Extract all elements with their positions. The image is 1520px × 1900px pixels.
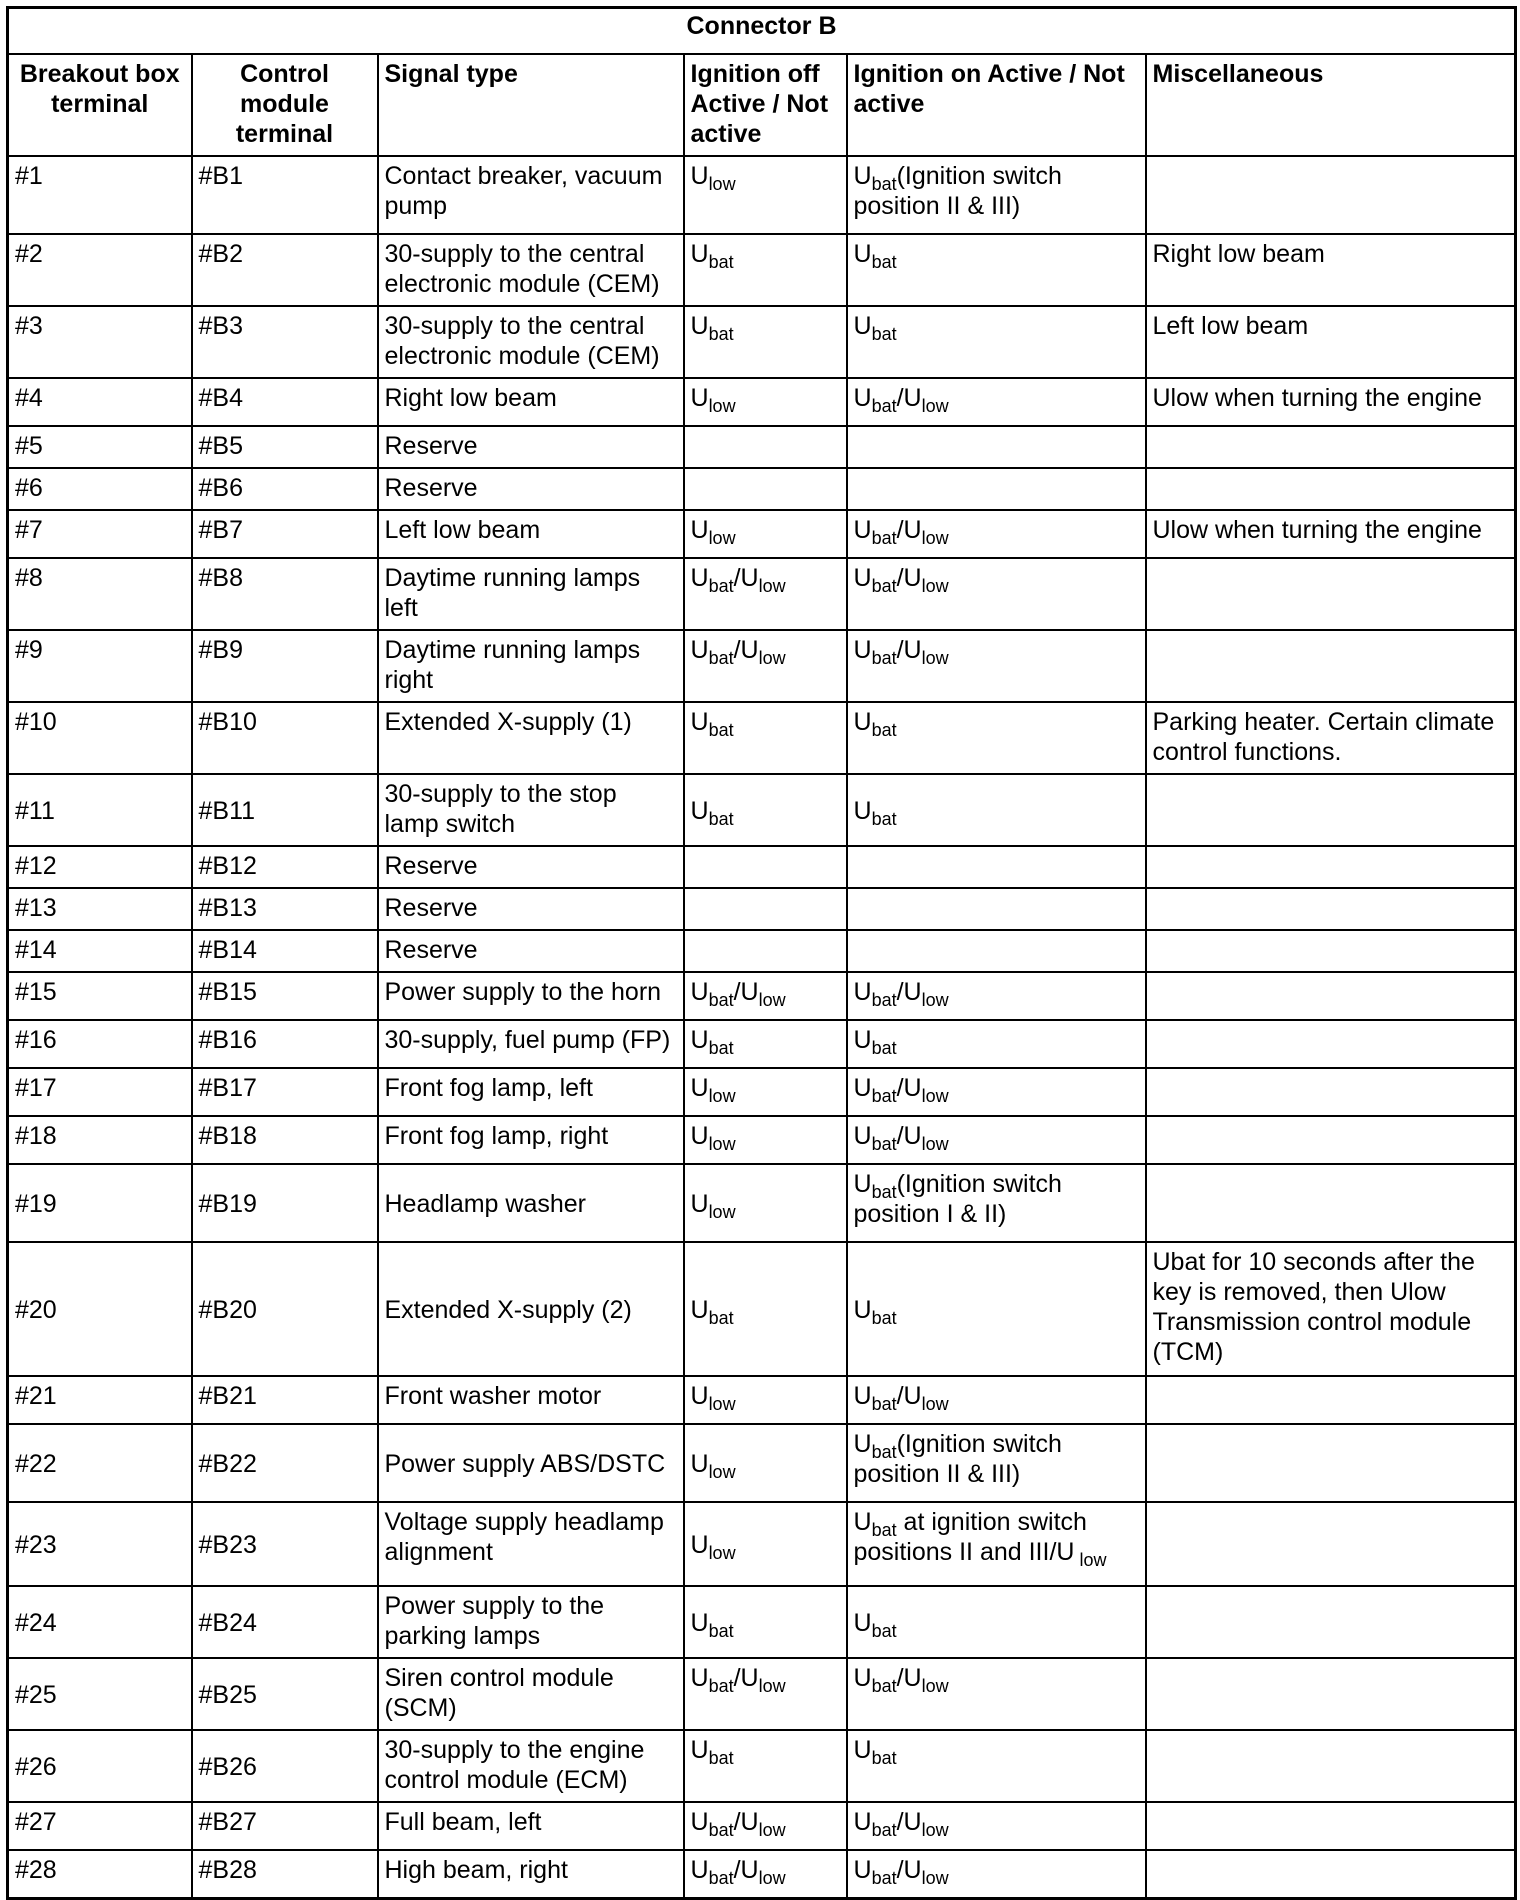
cell-control-terminal: #B3 — [192, 306, 378, 378]
voltage-subscript: bat — [708, 1621, 734, 1641]
cell-breakout-terminal: #13 — [8, 888, 192, 930]
cell-miscellaneous — [1146, 1586, 1516, 1658]
cell-ignition-off — [684, 888, 847, 930]
voltage-subscript: bat — [708, 576, 734, 596]
cell-signal-type: Extended X-supply (2) — [378, 1242, 684, 1376]
cell-breakout-terminal: #10 — [8, 702, 192, 774]
cell-ignition-off: $U_{bat}$ — [684, 234, 847, 306]
cell-ignition-on: $U_{bat}$ — [847, 1020, 1146, 1068]
voltage-subscript: low — [758, 990, 786, 1010]
cell-control-terminal: #B13 — [192, 888, 378, 930]
cell-signal-type: Siren control module (SCM) — [378, 1658, 684, 1730]
table-row — [8, 630, 1516, 702]
table-row — [8, 156, 1516, 234]
cell-miscellaneous — [1146, 156, 1516, 234]
table-row — [8, 306, 1516, 378]
voltage-subscript: low — [708, 174, 736, 194]
cell-signal-type: 30-supply, fuel pump (FP) — [378, 1020, 684, 1068]
table-row — [8, 1586, 1516, 1658]
voltage-subscript: bat — [871, 1868, 897, 1888]
cell-miscellaneous: Ubat for 10 seconds after the key is removed, then Ulow Transmission control module (TCM) — [1146, 1242, 1516, 1376]
header-control-module-terminal: Control module terminal — [192, 54, 378, 156]
voltage-subscript: bat — [871, 720, 897, 740]
table-row — [8, 1502, 1516, 1586]
cell-miscellaneous — [1146, 1658, 1516, 1730]
table-row — [8, 1020, 1516, 1068]
header-signal-type: Signal type — [378, 54, 684, 156]
cell-breakout-terminal: #24 — [8, 1586, 192, 1658]
cell-breakout-terminal: #15 — [8, 972, 192, 1020]
cell-ignition-off: $U_{bat}$ — [684, 1586, 847, 1658]
voltage-subscript: bat — [871, 396, 897, 416]
cell-ignition-off — [684, 930, 847, 972]
cell-signal-type: Reserve — [378, 426, 684, 468]
cell-control-terminal: #B9 — [192, 630, 378, 702]
cell-ignition-off — [684, 426, 847, 468]
voltage-subscript: bat — [708, 990, 734, 1010]
cell-breakout-terminal: #27 — [8, 1802, 192, 1850]
cell-control-terminal: #B20 — [192, 1242, 378, 1376]
cell-control-terminal: #B10 — [192, 702, 378, 774]
voltage-subscript: low — [921, 990, 949, 1010]
cell-signal-type: Voltage supply headlamp alignment — [378, 1502, 684, 1586]
voltage-subscript: bat — [708, 252, 734, 272]
voltage-subscript: bat — [708, 1038, 734, 1058]
table-row — [8, 972, 1516, 1020]
cell-breakout-terminal: #4 — [8, 378, 192, 426]
table-row — [8, 1116, 1516, 1164]
cell-signal-type: 30-supply to the stop lamp switch — [378, 774, 684, 846]
table-row — [8, 1658, 1516, 1730]
voltage-subscript: low — [758, 648, 786, 668]
cell-ignition-on: $U_{bat}/U_{low}$ — [847, 1116, 1146, 1164]
cell-breakout-terminal: #2 — [8, 234, 192, 306]
cell-miscellaneous — [1146, 1802, 1516, 1850]
cell-control-terminal: #B25 — [192, 1658, 378, 1730]
cell-control-terminal: #B2 — [192, 234, 378, 306]
cell-ignition-on: $U_{bat}/U_{low}$ — [847, 1802, 1146, 1850]
table-row — [8, 1242, 1516, 1376]
cell-signal-type: Reserve — [378, 930, 684, 972]
voltage-subscript: low — [708, 1086, 736, 1106]
cell-signal-type: 30-supply to the central electronic module (CEM) — [378, 306, 684, 378]
voltage-subscript: bat — [708, 809, 734, 829]
cell-miscellaneous: Left low beam — [1146, 306, 1516, 378]
cell-ignition-off: $U_{bat}$ — [684, 306, 847, 378]
voltage-subscript: bat — [871, 1820, 897, 1840]
voltage-subscript: low — [921, 1676, 949, 1696]
voltage-subscript: bat — [871, 648, 897, 668]
cell-ignition-off — [684, 468, 847, 510]
voltage-subscript: low — [758, 1868, 786, 1888]
cell-breakout-terminal: #19 — [8, 1164, 192, 1242]
table-row — [8, 888, 1516, 930]
cell-signal-type: Front fog lamp, left — [378, 1068, 684, 1116]
table-row — [8, 1068, 1516, 1116]
voltage-subscript: bat — [708, 720, 734, 740]
voltage-subscript: bat — [871, 252, 897, 272]
cell-ignition-off: $U_{low}$ — [684, 1502, 847, 1586]
voltage-subscript: bat — [871, 1182, 897, 1202]
voltage-subscript: low — [708, 528, 736, 548]
voltage-subscript: bat — [871, 1038, 897, 1058]
cell-control-terminal: #B18 — [192, 1116, 378, 1164]
cell-breakout-terminal: #20 — [8, 1242, 192, 1376]
cell-breakout-terminal: #22 — [8, 1424, 192, 1502]
voltage-subscript: bat — [871, 990, 897, 1010]
cell-signal-type: Front fog lamp, right — [378, 1116, 684, 1164]
voltage-subscript: bat — [708, 1820, 734, 1840]
cell-miscellaneous — [1146, 774, 1516, 846]
cell-ignition-on: $U_{bat}/U_{low}$ — [847, 972, 1146, 1020]
voltage-subscript: bat — [708, 1868, 734, 1888]
cell-ignition-on: $U_{bat}$ — [847, 1586, 1146, 1658]
cell-breakout-terminal: #8 — [8, 558, 192, 630]
voltage-subscript: bat — [708, 324, 734, 344]
voltage-subscript: low — [758, 1820, 786, 1840]
cell-ignition-on: $U_{bat}/U_{low}$ — [847, 378, 1146, 426]
cell-ignition-on: $U_{bat}/U_{low}$ — [847, 1068, 1146, 1116]
cell-ignition-on: $U_{bat}(Ignition$ switch position II & III) — [847, 156, 1146, 234]
cell-control-terminal: #B14 — [192, 930, 378, 972]
cell-breakout-terminal: #16 — [8, 1020, 192, 1068]
cell-signal-type: Power supply to the horn — [378, 972, 684, 1020]
voltage-subscript: low — [708, 396, 736, 416]
header-breakout-box-terminal: Breakout box terminal — [8, 54, 192, 156]
cell-ignition-on: $U_{bat}(Ignition$ switch position I & II) — [847, 1164, 1146, 1242]
connector-table-wrapper — [6, 6, 1514, 1900]
cell-control-terminal: #B4 — [192, 378, 378, 426]
voltage-subscript: bat — [871, 809, 897, 829]
table-row — [8, 510, 1516, 558]
cell-signal-type: Power supply ABS/DSTC — [378, 1424, 684, 1502]
table-row — [8, 1730, 1516, 1802]
cell-control-terminal: #B12 — [192, 846, 378, 888]
cell-signal-type: Reserve — [378, 846, 684, 888]
cell-ignition-off: $U_{bat}$ — [684, 1242, 847, 1376]
cell-ignition-off: $U_{low}$ — [684, 1068, 847, 1116]
cell-control-terminal: #B27 — [192, 1802, 378, 1850]
cell-ignition-on: $U_{bat}/U_{low}$ — [847, 510, 1146, 558]
cell-breakout-terminal: #28 — [8, 1850, 192, 1899]
cell-miscellaneous — [1146, 972, 1516, 1020]
table-row — [8, 1802, 1516, 1850]
ignition-on-note: (Ignition switch position I & II) — [853, 1170, 1062, 1228]
cell-ignition-on: $U_{bat}$ — [847, 1730, 1146, 1802]
cell-signal-type: Full beam, left — [378, 1802, 684, 1850]
table-body — [8, 156, 1516, 1899]
table-row — [8, 1376, 1516, 1424]
cell-ignition-off: $U_{low}$ — [684, 378, 847, 426]
cell-signal-type: Left low beam — [378, 510, 684, 558]
voltage-subscript: bat — [871, 1134, 897, 1154]
voltage-subscript: low — [921, 1820, 949, 1840]
table-row — [8, 1424, 1516, 1502]
voltage-subscript: low — [921, 396, 949, 416]
cell-breakout-terminal: #12 — [8, 846, 192, 888]
cell-ignition-on: $U_{bat}$ — [847, 702, 1146, 774]
cell-signal-type: Contact breaker, vacuum pump — [378, 156, 684, 234]
voltage-subscript: low — [758, 576, 786, 596]
cell-control-terminal: #B6 — [192, 468, 378, 510]
cell-control-terminal: #B16 — [192, 1020, 378, 1068]
table-row — [8, 234, 1516, 306]
cell-signal-type: Extended X-supply (1) — [378, 702, 684, 774]
cell-breakout-terminal: #6 — [8, 468, 192, 510]
cell-control-terminal: #B15 — [192, 972, 378, 1020]
cell-ignition-off: $U_{bat}$ — [684, 1020, 847, 1068]
cell-ignition-off: $U_{bat}/U_{low}$ — [684, 558, 847, 630]
cell-breakout-terminal: #21 — [8, 1376, 192, 1424]
cell-breakout-terminal: #3 — [8, 306, 192, 378]
cell-breakout-terminal: #26 — [8, 1730, 192, 1802]
cell-ignition-off: $U_{bat}/U_{low}$ — [684, 1658, 847, 1730]
voltage-subscript: bat — [708, 1676, 734, 1696]
cell-control-terminal: #B28 — [192, 1850, 378, 1899]
cell-control-terminal: #B5 — [192, 426, 378, 468]
cell-ignition-off: $U_{bat}$ — [684, 774, 847, 846]
cell-ignition-off: $U_{low}$ — [684, 510, 847, 558]
table-row — [8, 1164, 1516, 1242]
ignition-on-note: at ignition switch positions II and III/U — [853, 1508, 1087, 1566]
voltage-subscript: bat — [871, 528, 897, 548]
cell-signal-type: Right low beam — [378, 378, 684, 426]
cell-control-terminal: #B21 — [192, 1376, 378, 1424]
cell-signal-type: Reserve — [378, 468, 684, 510]
voltage-subscript: low — [708, 1202, 736, 1222]
cell-breakout-terminal: #1 — [8, 156, 192, 234]
cell-signal-type: Front washer motor — [378, 1376, 684, 1424]
cell-control-terminal: #B7 — [192, 510, 378, 558]
cell-breakout-terminal: #17 — [8, 1068, 192, 1116]
voltage-subscript: bat — [871, 576, 897, 596]
cell-breakout-terminal: #5 — [8, 426, 192, 468]
voltage-subscript: bat — [871, 324, 897, 344]
cell-breakout-terminal: #11 — [8, 774, 192, 846]
cell-ignition-off: $U_{low}$ — [684, 1164, 847, 1242]
cell-miscellaneous — [1146, 1376, 1516, 1424]
cell-control-terminal: #B24 — [192, 1586, 378, 1658]
voltage-subscript: bat — [871, 1308, 897, 1328]
voltage-subscript: bat — [708, 1748, 734, 1768]
cell-ignition-on: $U_{bat}/U_{low}$ — [847, 630, 1146, 702]
cell-ignition-on: $U_{bat}$ — [847, 1242, 1146, 1376]
cell-ignition-on — [847, 426, 1146, 468]
cell-miscellaneous: Right low beam — [1146, 234, 1516, 306]
voltage-subscript: bat — [871, 1394, 897, 1414]
cell-miscellaneous — [1146, 930, 1516, 972]
cell-ignition-on — [847, 930, 1146, 972]
voltage-subscript: low — [708, 1394, 736, 1414]
cell-miscellaneous — [1146, 1020, 1516, 1068]
cell-breakout-terminal: #23 — [8, 1502, 192, 1586]
cell-ignition-on: $U_{bat}/U_{low}$ — [847, 1376, 1146, 1424]
table-title: Connector B — [8, 8, 1516, 55]
cell-signal-type: 30-supply to the central electronic module (CEM) — [378, 234, 684, 306]
cell-ignition-on — [847, 888, 1146, 930]
header-ignition-off: Ignition off Active / Not active — [684, 54, 847, 156]
cell-control-terminal: #B22 — [192, 1424, 378, 1502]
cell-breakout-terminal: #18 — [8, 1116, 192, 1164]
voltage-subscript: bat — [871, 1621, 897, 1641]
voltage-subscript: low — [708, 1543, 736, 1563]
voltage-subscript: bat — [708, 648, 734, 668]
table-row — [8, 846, 1516, 888]
voltage-subscript: low — [758, 1676, 786, 1696]
voltage-subscript: low — [1074, 1550, 1107, 1570]
cell-ignition-on: $U_{bat}$ — [847, 774, 1146, 846]
cell-ignition-on — [847, 846, 1146, 888]
voltage-subscript: low — [708, 1134, 736, 1154]
cell-ignition-off: $U_{bat}/U_{low}$ — [684, 1802, 847, 1850]
cell-ignition-off: $U_{bat}$ — [684, 1730, 847, 1802]
cell-miscellaneous — [1146, 1068, 1516, 1116]
cell-signal-type: High beam, right — [378, 1850, 684, 1899]
connector-b-table — [6, 6, 1517, 1900]
ignition-on-note: (Ignition switch position II & III) — [853, 1430, 1062, 1488]
cell-ignition-off: $U_{bat}/U_{low}$ — [684, 630, 847, 702]
cell-breakout-terminal: #7 — [8, 510, 192, 558]
cell-breakout-terminal: #14 — [8, 930, 192, 972]
table-row — [8, 774, 1516, 846]
cell-miscellaneous — [1146, 558, 1516, 630]
cell-miscellaneous — [1146, 1424, 1516, 1502]
cell-ignition-on: $U_{bat}$ at ignition switch positions II and III/U $_{low}$ — [847, 1502, 1146, 1586]
cell-ignition-on: $U_{bat}(Ignition$ switch position II & III) — [847, 1424, 1146, 1502]
cell-ignition-on: $U_{bat}$ — [847, 306, 1146, 378]
cell-miscellaneous — [1146, 468, 1516, 510]
voltage-subscript: low — [921, 528, 949, 548]
table-row — [8, 558, 1516, 630]
header-miscellaneous: Miscellaneous — [1146, 54, 1516, 156]
cell-miscellaneous: Ulow when turning the engine — [1146, 510, 1516, 558]
cell-miscellaneous — [1146, 426, 1516, 468]
cell-breakout-terminal: #9 — [8, 630, 192, 702]
voltage-subscript: low — [921, 1394, 949, 1414]
cell-miscellaneous — [1146, 630, 1516, 702]
cell-miscellaneous — [1146, 1164, 1516, 1242]
cell-signal-type: Reserve — [378, 888, 684, 930]
cell-control-terminal: #B1 — [192, 156, 378, 234]
cell-ignition-on: $U_{bat}/U_{low}$ — [847, 558, 1146, 630]
cell-miscellaneous — [1146, 1850, 1516, 1899]
voltage-subscript: low — [921, 1134, 949, 1154]
cell-miscellaneous: Ulow when turning the engine — [1146, 378, 1516, 426]
voltage-subscript: bat — [871, 174, 897, 194]
voltage-subscript: bat — [871, 1442, 897, 1462]
cell-control-terminal: #B26 — [192, 1730, 378, 1802]
cell-miscellaneous: Parking heater. Certain climate control functions. — [1146, 702, 1516, 774]
cell-signal-type: Daytime running lamps right — [378, 630, 684, 702]
cell-miscellaneous — [1146, 1502, 1516, 1586]
cell-ignition-on — [847, 468, 1146, 510]
cell-miscellaneous — [1146, 846, 1516, 888]
voltage-subscript: low — [921, 576, 949, 596]
cell-signal-type: Power supply to the parking lamps — [378, 1586, 684, 1658]
table-row — [8, 930, 1516, 972]
cell-ignition-on: $U_{bat}$ — [847, 234, 1146, 306]
cell-ignition-off: $U_{low}$ — [684, 156, 847, 234]
cell-signal-type: Daytime running lamps left — [378, 558, 684, 630]
cell-control-terminal: #B11 — [192, 774, 378, 846]
cell-ignition-off: $U_{bat}/U_{low}$ — [684, 1850, 847, 1899]
cell-control-terminal: #B19 — [192, 1164, 378, 1242]
voltage-subscript: low — [921, 648, 949, 668]
voltage-subscript: bat — [871, 1086, 897, 1106]
voltage-subscript: bat — [871, 1748, 897, 1768]
voltage-subscript: low — [921, 1086, 949, 1106]
cell-signal-type: Headlamp washer — [378, 1164, 684, 1242]
voltage-subscript: bat — [871, 1676, 897, 1696]
table-row — [8, 468, 1516, 510]
voltage-subscript: low — [708, 1462, 736, 1482]
cell-ignition-off: $U_{bat}$ — [684, 702, 847, 774]
cell-ignition-on: $U_{bat}/U_{low}$ — [847, 1658, 1146, 1730]
voltage-subscript: bat — [871, 1520, 897, 1540]
cell-miscellaneous — [1146, 1730, 1516, 1802]
table-row — [8, 702, 1516, 774]
cell-ignition-on: $U_{bat}/U_{low}$ — [847, 1850, 1146, 1899]
voltage-subscript: low — [921, 1868, 949, 1888]
cell-signal-type: 30-supply to the engine control module (ECM) — [378, 1730, 684, 1802]
voltage-subscript: bat — [708, 1308, 734, 1328]
table-row — [8, 426, 1516, 468]
cell-breakout-terminal: #25 — [8, 1658, 192, 1730]
cell-ignition-off: $U_{low}$ — [684, 1376, 847, 1424]
table-row — [8, 1850, 1516, 1899]
cell-control-terminal: #B17 — [192, 1068, 378, 1116]
cell-miscellaneous — [1146, 888, 1516, 930]
cell-ignition-off — [684, 846, 847, 888]
cell-control-terminal: #B23 — [192, 1502, 378, 1586]
cell-control-terminal: #B8 — [192, 558, 378, 630]
cell-ignition-off: $U_{low}$ — [684, 1116, 847, 1164]
cell-ignition-off: $U_{low}$ — [684, 1424, 847, 1502]
ignition-on-note: (Ignition switch position II & III) — [853, 162, 1062, 220]
cell-miscellaneous — [1146, 1116, 1516, 1164]
cell-ignition-off: $U_{bat}/U_{low}$ — [684, 972, 847, 1020]
header-ignition-on: Ignition on Active / Not active — [847, 54, 1146, 156]
table-row — [8, 378, 1516, 426]
